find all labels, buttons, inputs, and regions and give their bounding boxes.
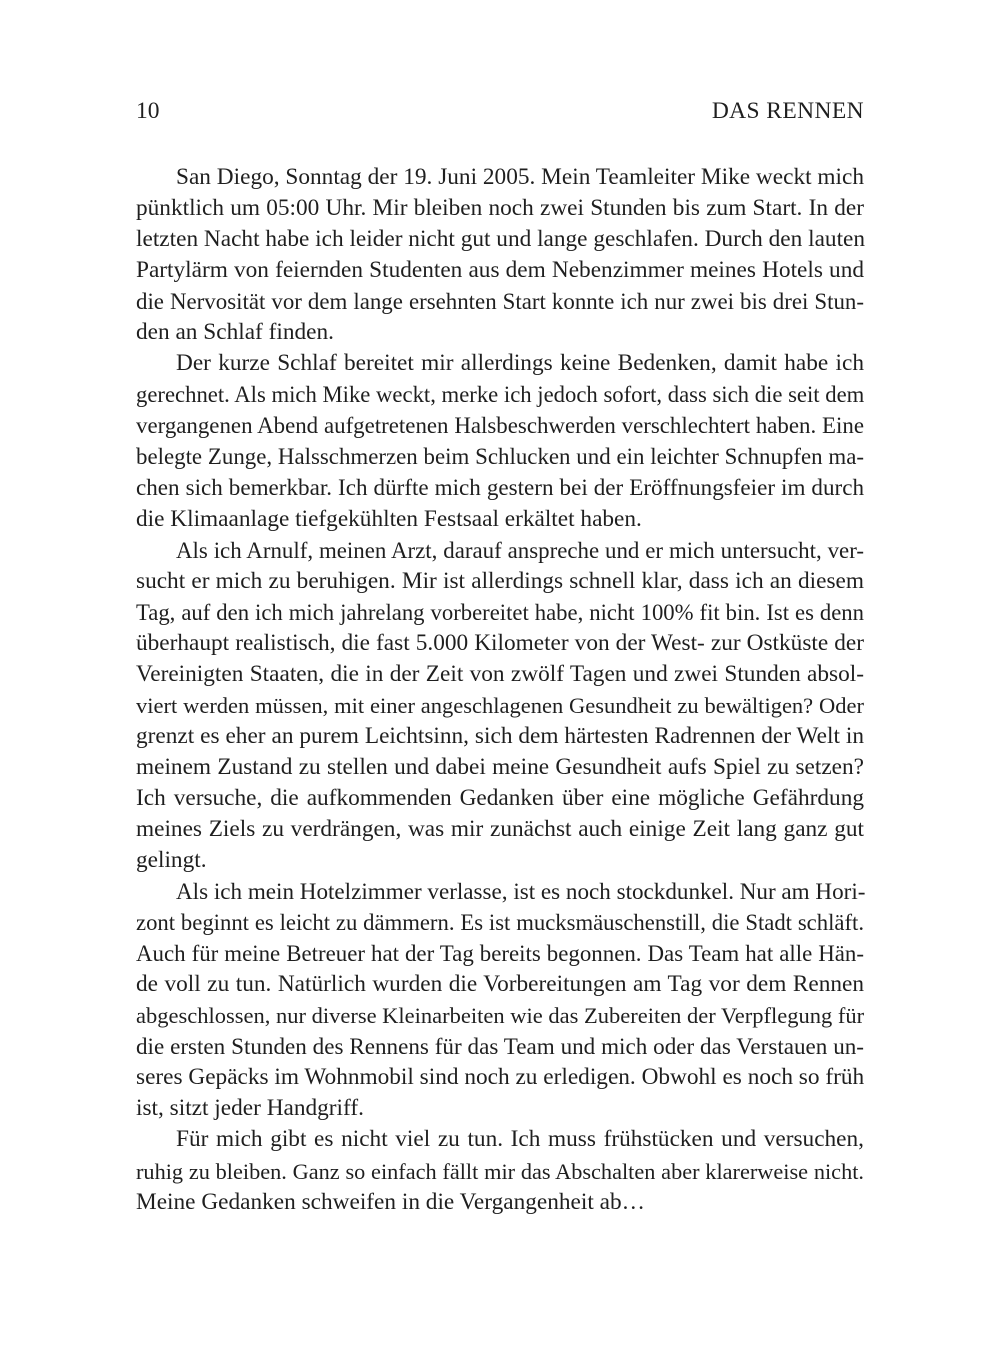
text-line: Partylärm von feiernden Studenten aus dem Nebenzimmer meines Hotels und — [136, 257, 864, 284]
text-line: San Diego, Sonntag der 19. Juni 2005. Mein Teamleiter Mike weckt mich — [176, 164, 864, 190]
text-line: die Klimaanlage tiefgekühlten Festsaal erkältet haben. — [136, 505, 642, 532]
text-line: Für mich gibt es nicht viel zu tun. Ich muss frühstücken und versuchen, — [176, 1126, 864, 1153]
text-line: Vereinigten Staaten, die in der Zeit von zwölf Tagen und zwei Stunden absol- — [136, 660, 864, 687]
text-line: letzten Nacht habe ich leider nicht gut und lange geschlafen. Durch den lauten — [136, 226, 866, 253]
text-line: Der kurze Schlaf bereitet mir allerdings keine Bedenken, damit habe ich — [176, 350, 864, 377]
text-line: grenzt es eher an purem Leichtsinn, sich dem härtesten Radrennen der Welt in — [136, 722, 864, 749]
text-line: ruhig zu bleiben. Ganz so einfach fällt mir das Abschalten aber klarerweise nicht. — [136, 1158, 864, 1184]
text-line: sucht er mich zu beruhigen. Mir ist allerdings schnell klar, dass ich an diesem — [136, 567, 864, 594]
text-line: Ich versuche, die aufkommenden Gedanken über eine mögliche Gefährdung — [136, 784, 864, 811]
text-line: zont beginnt es leicht zu dämmern. Es ist mucksmäuschenstill, die Stadt schläft. — [136, 910, 864, 936]
text-line: Tag, auf den ich mich jahrelang vorbereitet habe, nicht 100% fit bin. Ist es denn — [136, 599, 864, 625]
text-line: abgeschlossen, nur diverse Kleinarbeiten wie das Zubereiten der Verpflegung für — [136, 1003, 865, 1029]
text-line: viert werden müssen, mit einer angeschlagenen Gesundheit zu bewältigen? Oder — [136, 692, 864, 718]
text-line: die ersten Stunden des Rennens für das Team und mich oder das Verstauen un- — [136, 1033, 864, 1060]
text-line: gerechnet. Als mich Mike weckt, merke ich jedoch sofort, dass sich die seit dem — [136, 382, 865, 408]
text-line: überhaupt realistisch, die fast 5.000 Kilometer von der West- zur Ostküste der — [136, 629, 864, 656]
text-line: meinem Zustand zu stellen und dabei meine Gesundheit aufs Spiel zu setzen? — [136, 753, 864, 780]
text-line: gelingt. — [136, 847, 207, 874]
text-line: den an Schlaf finden. — [136, 319, 334, 346]
body-text — [136, 162, 864, 1218]
text-line: chen sich bemerkbar. Ich dürfte mich gestern bei der Eröffnungsfeier im durch — [136, 474, 864, 501]
text-line: pünktlich um 05:00 Uhr. Mir bleiben noch zwei Stunden bis zum Start. In der — [136, 195, 864, 222]
text-line: Auch für meine Betreuer hat der Tag bereits begonnen. Das Team hat alle Hän- — [136, 941, 864, 967]
text-line: Als ich Arnulf, meinen Arzt, darauf anspreche und er mich untersucht, ver- — [176, 537, 864, 563]
page-number: 10 — [136, 98, 160, 124]
text-line: de voll zu tun. Natürlich wurden die Vorbereitungen am Tag vor dem Rennen — [136, 971, 864, 998]
text-line: meines Ziels zu verdrängen, was mir zunächst auch einige Zeit lang ganz gut — [136, 815, 864, 842]
text-line: seres Gepäcks im Wohnmobil sind noch zu erledigen. Obwohl es noch so früh — [136, 1064, 865, 1091]
text-line: ist, sitzt jeder Handgriff. — [136, 1095, 364, 1122]
text-line: Als ich mein Hotelzimmer verlasse, ist es noch stockdunkel. Nur am Hori- — [176, 878, 866, 905]
text-line: die Nervosität vor dem lange ersehnten Start konnte ich nur zwei bis drei Stun- — [136, 289, 864, 315]
running-header — [136, 95, 864, 127]
running-title: DAS RENNEN — [711, 98, 864, 124]
text-line: Meine Gedanken schweifen in die Vergangenheit ab… — [136, 1188, 645, 1215]
text-line: vergangenen Abend aufgetretenen Halsbeschwerden verschlechtert haben. Eine — [136, 413, 864, 439]
text-line: belegte Zunge, Halsschmerzen beim Schlucken und ein leichter Schnupfen ma- — [136, 444, 864, 470]
